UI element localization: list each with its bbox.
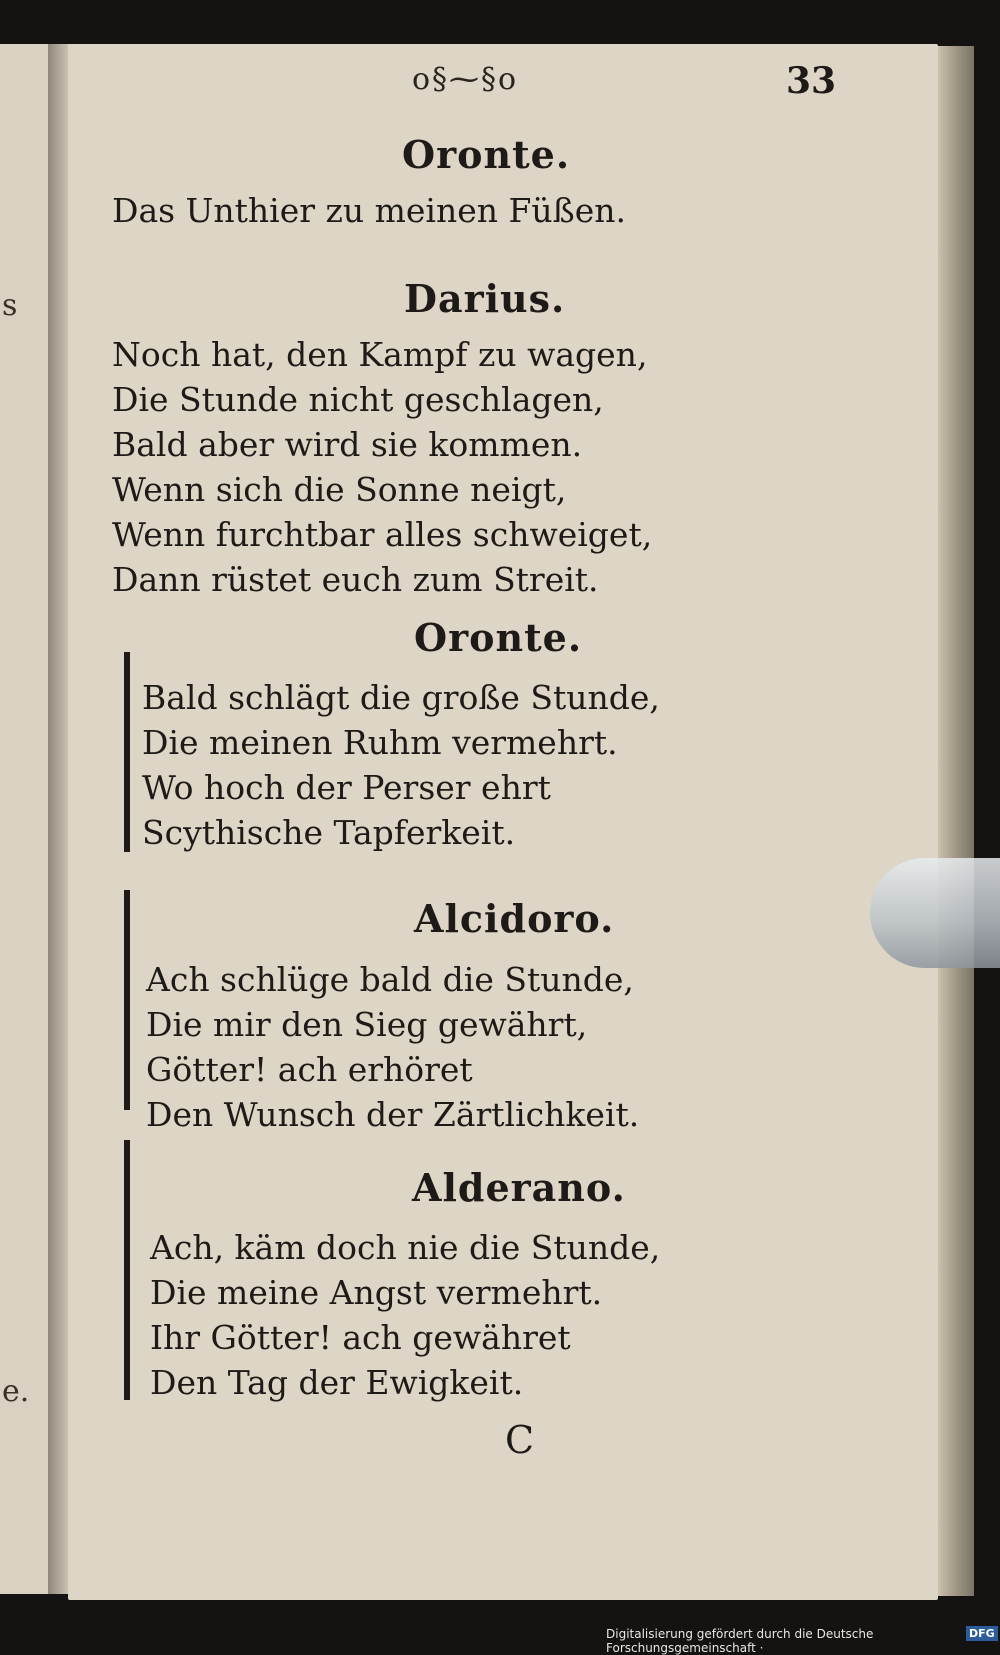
verse-line: Scythische Tapferkeit.: [142, 813, 516, 852]
verse-line: Wo hoch der Perser ehrt: [142, 768, 551, 807]
page-clip: [870, 858, 1000, 968]
ensemble-bracket: [124, 1140, 130, 1400]
verse-line: Die meinen Ruhm vermehrt.: [142, 723, 618, 762]
catchword: C: [505, 1418, 535, 1462]
verse-line: Dann rüstet euch zum Streit.: [112, 560, 599, 599]
verse-line: Die Stunde nicht geschlagen,: [112, 380, 604, 419]
verse-line: Ach, käm doch nie die Stunde,: [150, 1228, 661, 1267]
verse-block: [112, 332, 652, 602]
verse-line: Noch hat, den Kampf zu wagen,: [112, 335, 648, 374]
verse-line: Ihr Götter! ach gewähret: [150, 1318, 571, 1357]
verse-line: Den Tag der Ewigkeit.: [150, 1363, 524, 1402]
verse-block: [112, 188, 626, 233]
verse-block: [150, 1225, 660, 1405]
verse-line: Ach schlüge bald die Stunde,: [146, 960, 634, 999]
left-fragment-text: s: [2, 288, 18, 323]
verse-block: [146, 957, 639, 1137]
left-page-fragment: [0, 44, 52, 1594]
speaker-name: Alcidoro.: [414, 896, 615, 941]
dfg-badge: DFG: [966, 1626, 998, 1641]
ensemble-bracket: [124, 652, 130, 852]
ensemble-bracket: [124, 890, 130, 1110]
footer-credit: Digitalisierung gefördert durch die Deutsche Forschungsgemeinschaft ·: [606, 1627, 874, 1655]
page-edge: [938, 46, 974, 1596]
verse-block: [142, 675, 660, 855]
verse-line: Das Unthier zu meinen Füßen.: [112, 191, 626, 230]
verse-line: Wenn furchtbar alles schweiget,: [112, 515, 653, 554]
speaker-name: Oronte.: [402, 132, 571, 177]
verse-line: Götter! ach erhöret: [146, 1050, 473, 1089]
book-gutter: [48, 44, 70, 1594]
header-ornament: o§⁓§o: [412, 62, 519, 97]
verse-line: Den Wunsch der Zärtlichkeit.: [146, 1095, 640, 1134]
verse-line: Wenn sich die Sonne neigt,: [112, 470, 567, 509]
page-number: 33: [786, 60, 837, 102]
verse-line: Bald aber wird sie kommen.: [112, 425, 583, 464]
speaker-name: Darius.: [404, 276, 566, 321]
left-fragment-text: e.: [2, 1374, 30, 1409]
speaker-name: Oronte.: [414, 615, 583, 660]
verse-line: Bald schlägt die große Stunde,: [142, 678, 660, 717]
verse-line: Die meine Angst vermehrt.: [150, 1273, 603, 1312]
speaker-name: Alderano.: [412, 1165, 626, 1210]
verse-line: Die mir den Sieg gewährt,: [146, 1005, 588, 1044]
